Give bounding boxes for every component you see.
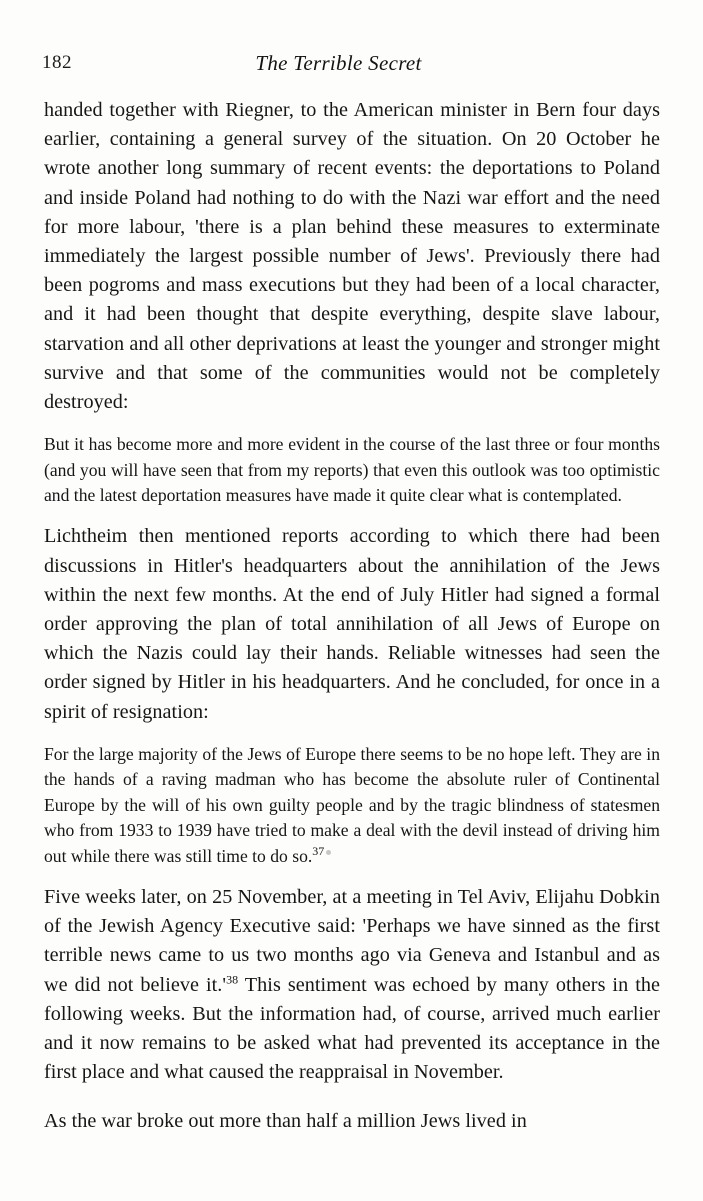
blockquote-2	[44, 742, 660, 869]
ink-smudge-icon	[326, 850, 331, 855]
paragraph-1: handed together with Riegner, to the American minister in Bern four days earlier, containing a general survey of the situation. On 20 October he wrote another long summary of recent events: the deportations to Poland and inside Poland had nothing to do with the Nazi war effort and the need for more labour, 'there is a plan behind these measures to exterminate immediately the largest possible number of Jews'. Previously there had been pogroms and mass executions but they had been of a local character, and it had been thought that despite everything, despite slave labour, starvation and all other deprivations at least the younger and stronger might survive and that some of the communities would not be completely destroyed:	[44, 99, 660, 414]
footnote-marker-38: 38	[226, 971, 239, 986]
paragraph-2: Lichtheim then mentioned reports according to which there had been discussions in Hitler's headquarters about the annihilation of the Jews within the next few months. At the end of July Hitler had signed a formal order approving the plan of total annihilation of all Jews of Europe on which the Nazis could lay their hands. Reliable witnesses had seen the order signed by Hitler in his headquarters. And he concluded, for once in a spirit of resignation:	[44, 525, 660, 723]
running-title: The Terrible Secret	[255, 51, 422, 75]
page-body	[44, 96, 660, 1137]
paragraph-4: As the war broke out more than half a million Jews lived in	[44, 1110, 527, 1133]
page-number: 182	[42, 52, 72, 73]
paragraph-3-text-after: This sentiment was echoed by many others in the following weeks. But the information had, of course, arrived much earlier and it now remains to be asked what had prevented its acceptance in the first place and what caused the reappraisal in November.	[44, 973, 661, 1084]
footnote-marker-37: 37	[312, 843, 325, 858]
paragraph-3	[44, 883, 660, 1087]
paragraph-3-text-before: Five weeks later, on 25 November, at a meeting in Tel Aviv, Elijahu Dobkin of the Jewish Agency Executive said: 'Perhaps we have sinned as the first terrible news came to us two months ago via Geneva and Istanbul and as we did not believe it.'	[44, 885, 660, 996]
blockquote-2-text: For the large majority of the Jews of Europe there seems to be no hope left. They are in the hands of a raving madman who has become the absolute ruler of Continental Europe by the will of his own guilty people and by the tragic blindness of statesmen who from 1933 to 1939 have tried to make a deal with the devil instead of driving him out while there was still time to do so.	[44, 743, 660, 866]
blockquote-1: But it has become more and more evident in the course of the last three or four months (and you will have seen that from my reports) that even this outlook was too optimistic and the latest deportation measures have made it quite clear what is contemplated.	[44, 434, 660, 506]
page-header	[42, 52, 661, 78]
